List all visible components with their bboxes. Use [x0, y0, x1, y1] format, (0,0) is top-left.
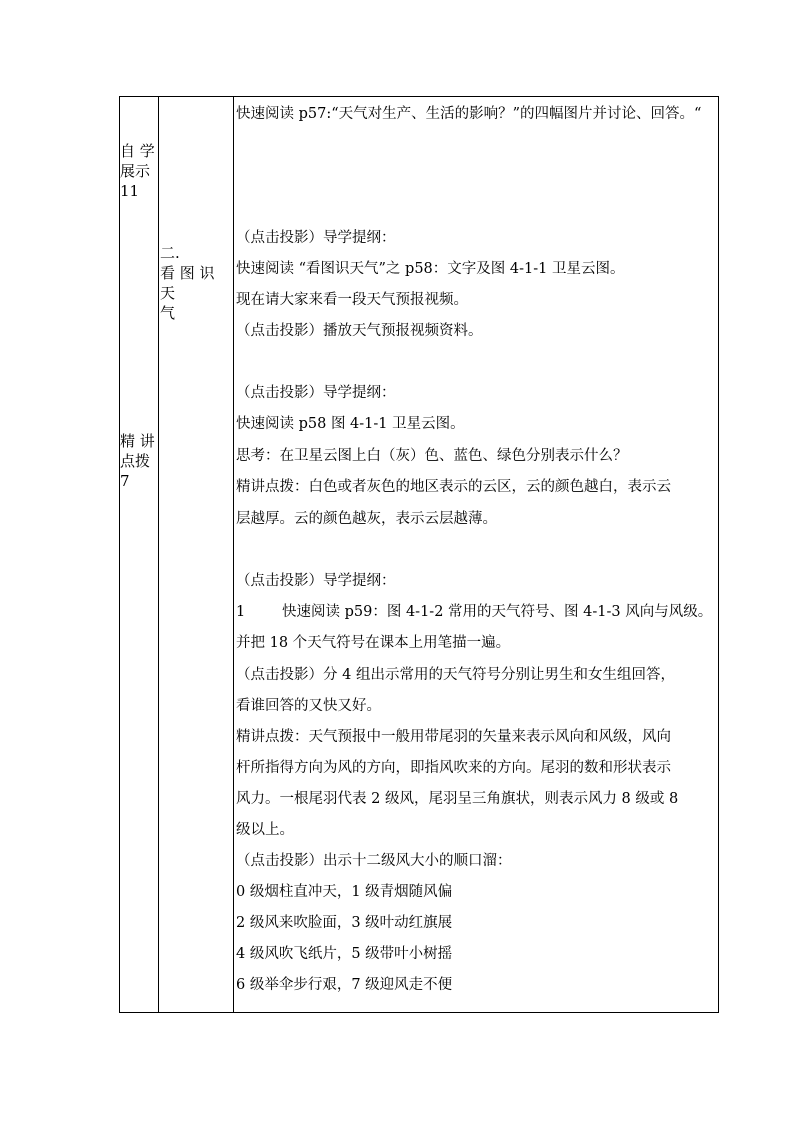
content-line: （点击投影）分 4 组出示常用的天气符号分别让男生和女生组回答， — [236, 667, 675, 683]
content-line: 风力。一根尾羽代表 2 级风，尾羽呈三角旗状，则表示风力 8 级或 8 — [236, 791, 679, 807]
content-line: （点击投影）出示十二级风大小的顺口溜： — [236, 853, 512, 869]
stage-label-line: 自 学 — [120, 142, 155, 160]
section-title-line: 气 — [160, 304, 176, 322]
content-line: 层越厚。云的颜色越灰，表示云层越薄。 — [236, 511, 497, 527]
content-line: 级以上。 — [236, 822, 294, 838]
stage-time: 7 — [120, 472, 130, 490]
stage-label-line: 展示 — [120, 162, 151, 180]
content-line: （点击投影）导学提纲： — [236, 573, 396, 589]
item-number: 1 — [236, 604, 246, 620]
stage-time: 11 — [120, 182, 140, 200]
content-line: 4 级风吹飞纸片，5 级带叶小树摇 — [236, 946, 453, 962]
content-line: 思考：在卫星云图上白（灰）色、蓝色、绿色分别表示什么？ — [236, 448, 628, 464]
stage-label-line: 精 讲 — [120, 432, 155, 450]
lesson-table — [119, 96, 719, 1013]
content-line: 2 级风来吹脸面，3 级叶动红旗展 — [236, 915, 453, 931]
content-line: 现在请大家来看一段天气预报视频。 — [236, 292, 468, 308]
stage-self-study — [120, 141, 158, 201]
stage-label-line: 点拨 — [120, 452, 151, 470]
content-line: 精讲点拨：天气预报中一般用带尾羽的矢量来表示风向和风级，风向 — [236, 729, 671, 745]
content-line: （点击投影）导学提纲： — [236, 385, 396, 401]
content-line: （点击投影）导学提纲： — [236, 230, 396, 246]
stage-explain — [120, 431, 158, 491]
item-text: 快速阅读 p59：图 4-1-2 常用的天气符号、图 4-1-3 风向与风级。 — [282, 604, 713, 620]
content-line: 并把 18 个天气符号在课本上用笔描一遍。 — [236, 635, 511, 651]
section-title — [160, 243, 234, 323]
section-title-line: 看 图 识 天 — [160, 264, 215, 302]
section-number: 二. — [160, 244, 180, 262]
content-line: 杆所指得方向为风的方向，即指风吹来的方向。尾羽的数和形状表示 — [236, 760, 671, 776]
content-line: 0 级烟柱直冲天，1 级青烟随风偏 — [236, 884, 453, 900]
content-line: （点击投影）播放天气预报视频资料。 — [236, 323, 483, 339]
content-line: 快速阅读 p57:“天气对生产、生活的影响？”的四幅图片并讨论、回答。“ — [236, 106, 702, 122]
content-line: 快速阅读 p58 图 4-1-1 卫星云图。 — [236, 416, 465, 432]
content-line: 看谁回答的又快又好。 — [236, 698, 381, 714]
content-line: 6 级举伞步行艰，7 级迎风走不便 — [236, 977, 453, 993]
content-line: 精讲点拨：白色或者灰色的地区表示的云区，云的颜色越白，表示云 — [236, 479, 671, 495]
column-divider-1 — [158, 97, 159, 1012]
content-line: 快速阅读 “看图识天气”之 p58：文字及图 4-1-1 卫星云图。 — [236, 261, 625, 277]
column-divider-2 — [233, 97, 234, 1012]
